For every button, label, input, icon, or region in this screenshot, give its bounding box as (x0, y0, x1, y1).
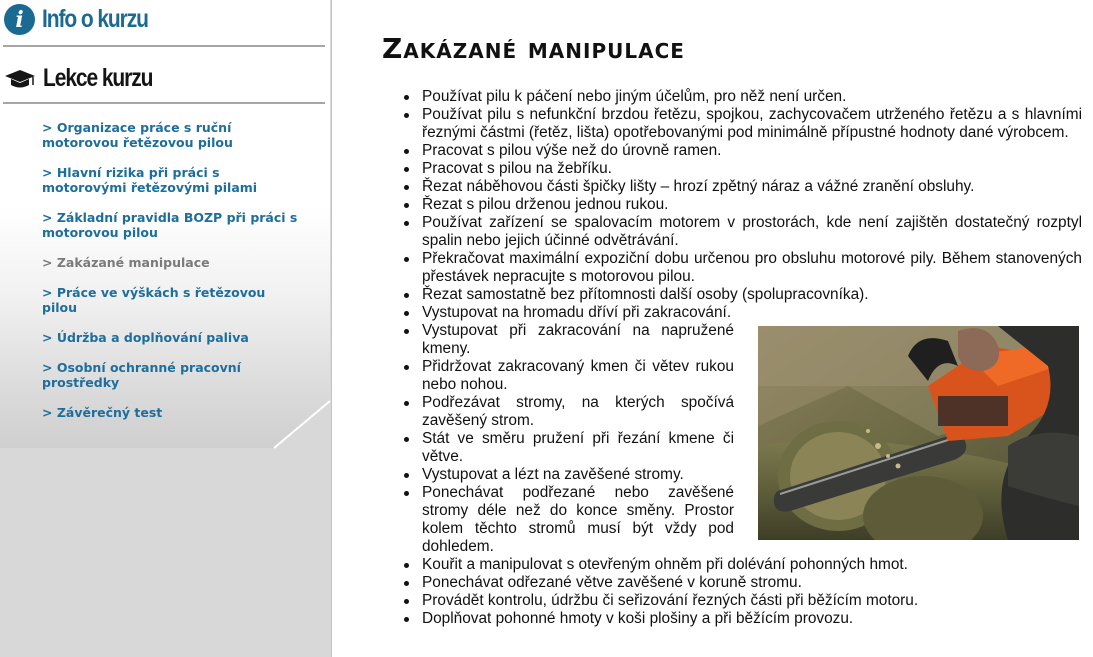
list-item: Podřezávat stromy, na kterých spočívá zavěšený strom. (422, 394, 734, 429)
lesson-link-organizace[interactable]: > Organizace práce s ruční motorovou řetězovou pilou (42, 120, 233, 150)
page-title: Zakázané manipulace (382, 32, 685, 65)
lesson-link-zakladni-pravidla[interactable]: > Základní pravidla BOZP při práci s motorovou pilou (42, 210, 298, 240)
divider (3, 102, 325, 104)
info-icon: i (4, 4, 35, 35)
list-item: Překračovat maximální expoziční dobu určenou pro obsluhu motorové pily. Během stanovených přestávek nepracujte s motorovou pilou. (422, 250, 1082, 285)
list-item: Ponechávat podřezané nebo zavěšené stromy déle než do konce směny. Prostor kolem těchto stromů musí být vždy pod dohledem. (422, 484, 734, 555)
lesson-link-prace-ve-vyskach[interactable]: > Práce ve výškách s řetězovou pilou (42, 285, 266, 315)
lesson-menu (42, 120, 300, 435)
lesson-link-zakazane-manipulace[interactable]: > Zakázané manipulace (42, 255, 210, 270)
info-o-kurzu-title: Info o kurzu (42, 5, 148, 33)
list-item: Ponechávat odřezané větve zavěšené v koruně stromu. (422, 574, 1082, 592)
lesson-link-zaverecny-test[interactable]: > Závěrečný test (42, 405, 163, 420)
lekce-kurzu-title: Lekce kurzu (43, 64, 153, 92)
list-item: Používat pilu k páčení nebo jiným účelům, pro něž není určen. (422, 88, 1082, 106)
lesson-link-hlavni-rizika[interactable]: > Hlavní rizika při práci s motorovými řetězovými pilami (42, 165, 258, 195)
list-item: Doplňovat pohonné hmoty v koši plošiny a při běžícím provozu. (422, 610, 1082, 628)
lesson-link-udrzba[interactable]: > Údržba a doplňování paliva (42, 330, 249, 345)
lekce-kurzu-heading (4, 64, 173, 93)
info-o-kurzu-link[interactable] (4, 4, 168, 35)
lesson-link-ochranne-prostredky[interactable]: > Osobní ochranné pracovní prostředky (42, 360, 241, 390)
list-item: Vystupovat a lézt na zavěšené stromy. (422, 466, 734, 484)
list-item: Používat zařízení se spalovacím motorem v prostorách, kde není zajištěn dostatečný rozptyl spalin nebo jejich účinné odvětrávání. (422, 214, 1082, 249)
list-item: Řezat samostatně bez přítomnosti další osoby (spolupracovníka). (422, 286, 1082, 304)
list-item: Pracovat s pilou výše než do úrovně ramen. (422, 142, 1082, 160)
graduation-cap-icon (4, 65, 36, 93)
list-item: Pracovat s pilou na žebříku. (422, 160, 1082, 178)
list-item: Provádět kontrolu, údržbu či seřizování řezných části při běžícím motoru. (422, 592, 1082, 610)
list-item: Řezat s pilou drženou jednou rukou. (422, 196, 1082, 214)
list-item: Stát ve směru pružení při řezání kmene či větve. (422, 430, 734, 465)
divider (3, 45, 325, 47)
list-item: Používat pilu s nefunkční brzdou řetězu, spojkou, zachycovačem utrženého řetězu a s hlavními řeznými částmi (řetěz, lišta) opotřebovanými pod minimálně přípustné hodnoty dané výrobcem. (422, 106, 1082, 141)
list-item: Vystupovat na hromadu dříví při zakracování. (422, 304, 734, 322)
sidebar (0, 0, 332, 657)
list-item: Řezat náběhovou části špičky lišty – hrozí zpětný náraz a vážné zranění obsluhy. (422, 178, 1082, 196)
chainsaw-photo (758, 326, 1079, 540)
list-item: Vystupovat při zakracování na napružené kmeny. (422, 322, 734, 357)
list-item: Přidržovat zakracovaný kmen či větev rukou nebo nohou. (422, 358, 734, 393)
list-item: Kouřit a manipulovat s otevřeným ohněm při dolévání pohonných hmot. (422, 556, 1082, 574)
